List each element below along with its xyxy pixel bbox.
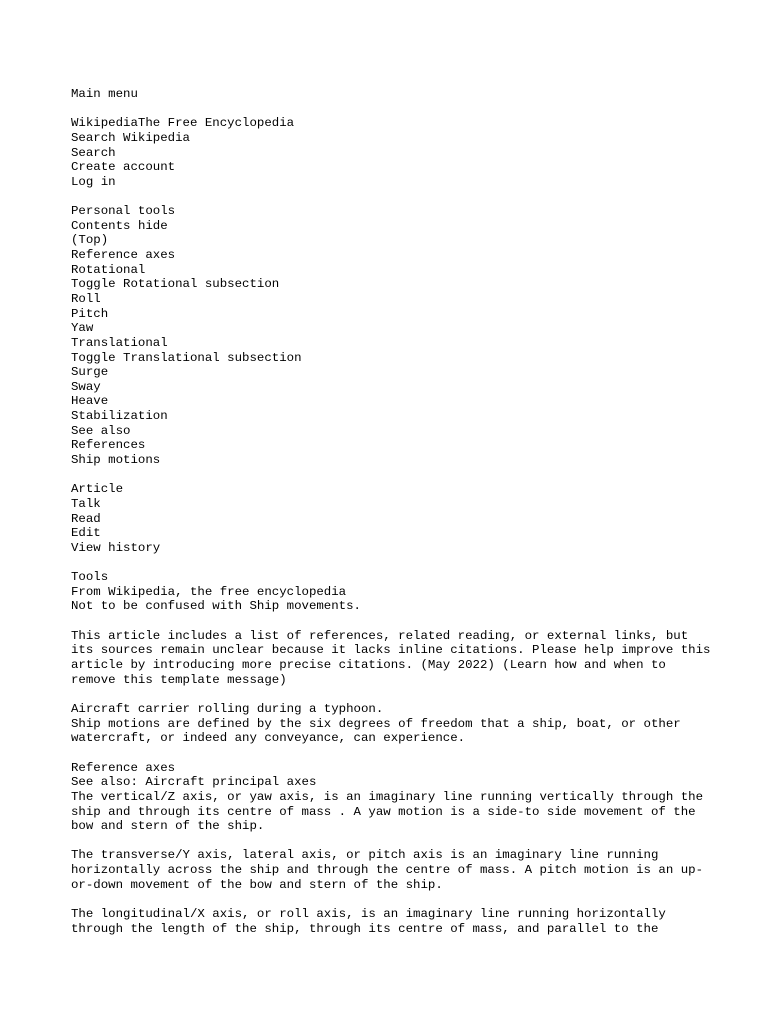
see-also-hatnote: See also: Aircraft principal axes <box>71 775 317 790</box>
toc-item-translational[interactable]: Translational <box>71 335 168 350</box>
site-tagline: From Wikipedia, the free encyclopedia <box>71 584 347 599</box>
toc-toggle-rotational[interactable]: Toggle Rotational subsection <box>71 277 280 292</box>
create-account-link[interactable]: Create account <box>71 160 176 175</box>
paragraph-transverse-axis: The transverse/Y axis, lateral axis, or pitch axis is an imaginary line running horizontally across the ship and through the centre of mass. A pitch motion is an up-or-down movement of the bow and stern of the ship. <box>71 848 704 892</box>
toc-hide-button[interactable]: hide <box>137 218 168 233</box>
toc-item-see-also[interactable]: See also <box>71 423 131 438</box>
paragraph-longitudinal-axis: The longitudinal/X axis, or roll axis, is an imaginary line running horizontally through the length of the ship, through its centre of mass, and parallel to the <box>71 907 666 936</box>
personal-tools-button[interactable]: Personal tools <box>71 204 176 219</box>
section-heading-reference-axes: Reference axes <box>71 760 176 775</box>
spacer <box>71 468 711 483</box>
search-button[interactable]: Search <box>71 145 116 160</box>
page-content <box>71 87 711 936</box>
spacer <box>71 189 711 204</box>
hatnote: Not to be confused with Ship movements. <box>71 599 361 614</box>
toc-item-sway[interactable]: Sway <box>71 379 101 394</box>
toc-item-yaw[interactable]: Yaw <box>71 321 94 336</box>
logo-wordmark: Wikipedia <box>71 116 138 131</box>
main-menu-button[interactable]: Main menu <box>71 87 138 101</box>
tab-talk[interactable]: Talk <box>71 496 101 511</box>
table-of-contents <box>71 233 711 453</box>
spacer <box>71 892 711 907</box>
spacer <box>71 687 711 702</box>
toc-item-heave[interactable]: Heave <box>71 394 109 409</box>
wikipedia-logo[interactable] <box>71 116 711 131</box>
page-title: Ship motions <box>71 453 161 468</box>
spacer <box>71 746 711 761</box>
toc-item-pitch[interactable]: Pitch <box>71 306 109 321</box>
tab-article[interactable]: Article <box>71 482 124 497</box>
toc-item-stabilization[interactable]: Stabilization <box>71 409 168 424</box>
toc-item-rotational[interactable]: Rotational <box>71 262 146 277</box>
toc-item-references[interactable]: References <box>71 438 146 453</box>
spacer <box>71 614 711 629</box>
image-caption: Aircraft carrier rolling during a typhoon. <box>71 701 384 716</box>
spacer <box>71 102 711 117</box>
tools-button[interactable]: Tools <box>71 570 109 585</box>
citation-warning-box: This article includes a list of references, related reading, or external links, but its sources remain unclear because it lacks inline citations. Please help improve this article by introducing more precise citations. (May 2022) (Learn how and when to remove this template message) <box>71 628 711 687</box>
tab-edit[interactable]: Edit <box>71 526 101 541</box>
logo-tagline: The Free Encyclopedia <box>137 116 295 131</box>
intro-paragraph: Ship motions are defined by the six degrees of freedom that a ship, boat, or other watercraft, or indeed any conveyance, can experience. <box>71 716 681 746</box>
log-in-link[interactable]: Log in <box>71 174 116 189</box>
toc-header <box>71 219 711 234</box>
toc-item-reference-axes[interactable]: Reference axes <box>71 248 176 263</box>
spacer <box>71 834 711 849</box>
spacer <box>71 556 711 571</box>
tab-read[interactable]: Read <box>71 511 101 526</box>
toc-toggle-translational[interactable]: Toggle Translational subsection <box>71 350 302 365</box>
search-input[interactable]: Search Wikipedia <box>71 130 190 145</box>
paragraph-vertical-axis: The vertical/Z axis, or yaw axis, is an imaginary line running vertically through the ship and through its centre of mass . A yaw motion is a side-to side movement of the bow and stern of the ship. <box>71 789 704 834</box>
tab-view-history[interactable]: View history <box>71 540 161 555</box>
toc-item-roll[interactable]: Roll <box>71 291 101 306</box>
toc-title: Contents <box>71 218 131 233</box>
toc-item-surge[interactable]: Surge <box>71 365 109 380</box>
toc-item-top[interactable]: (Top) <box>71 233 109 248</box>
